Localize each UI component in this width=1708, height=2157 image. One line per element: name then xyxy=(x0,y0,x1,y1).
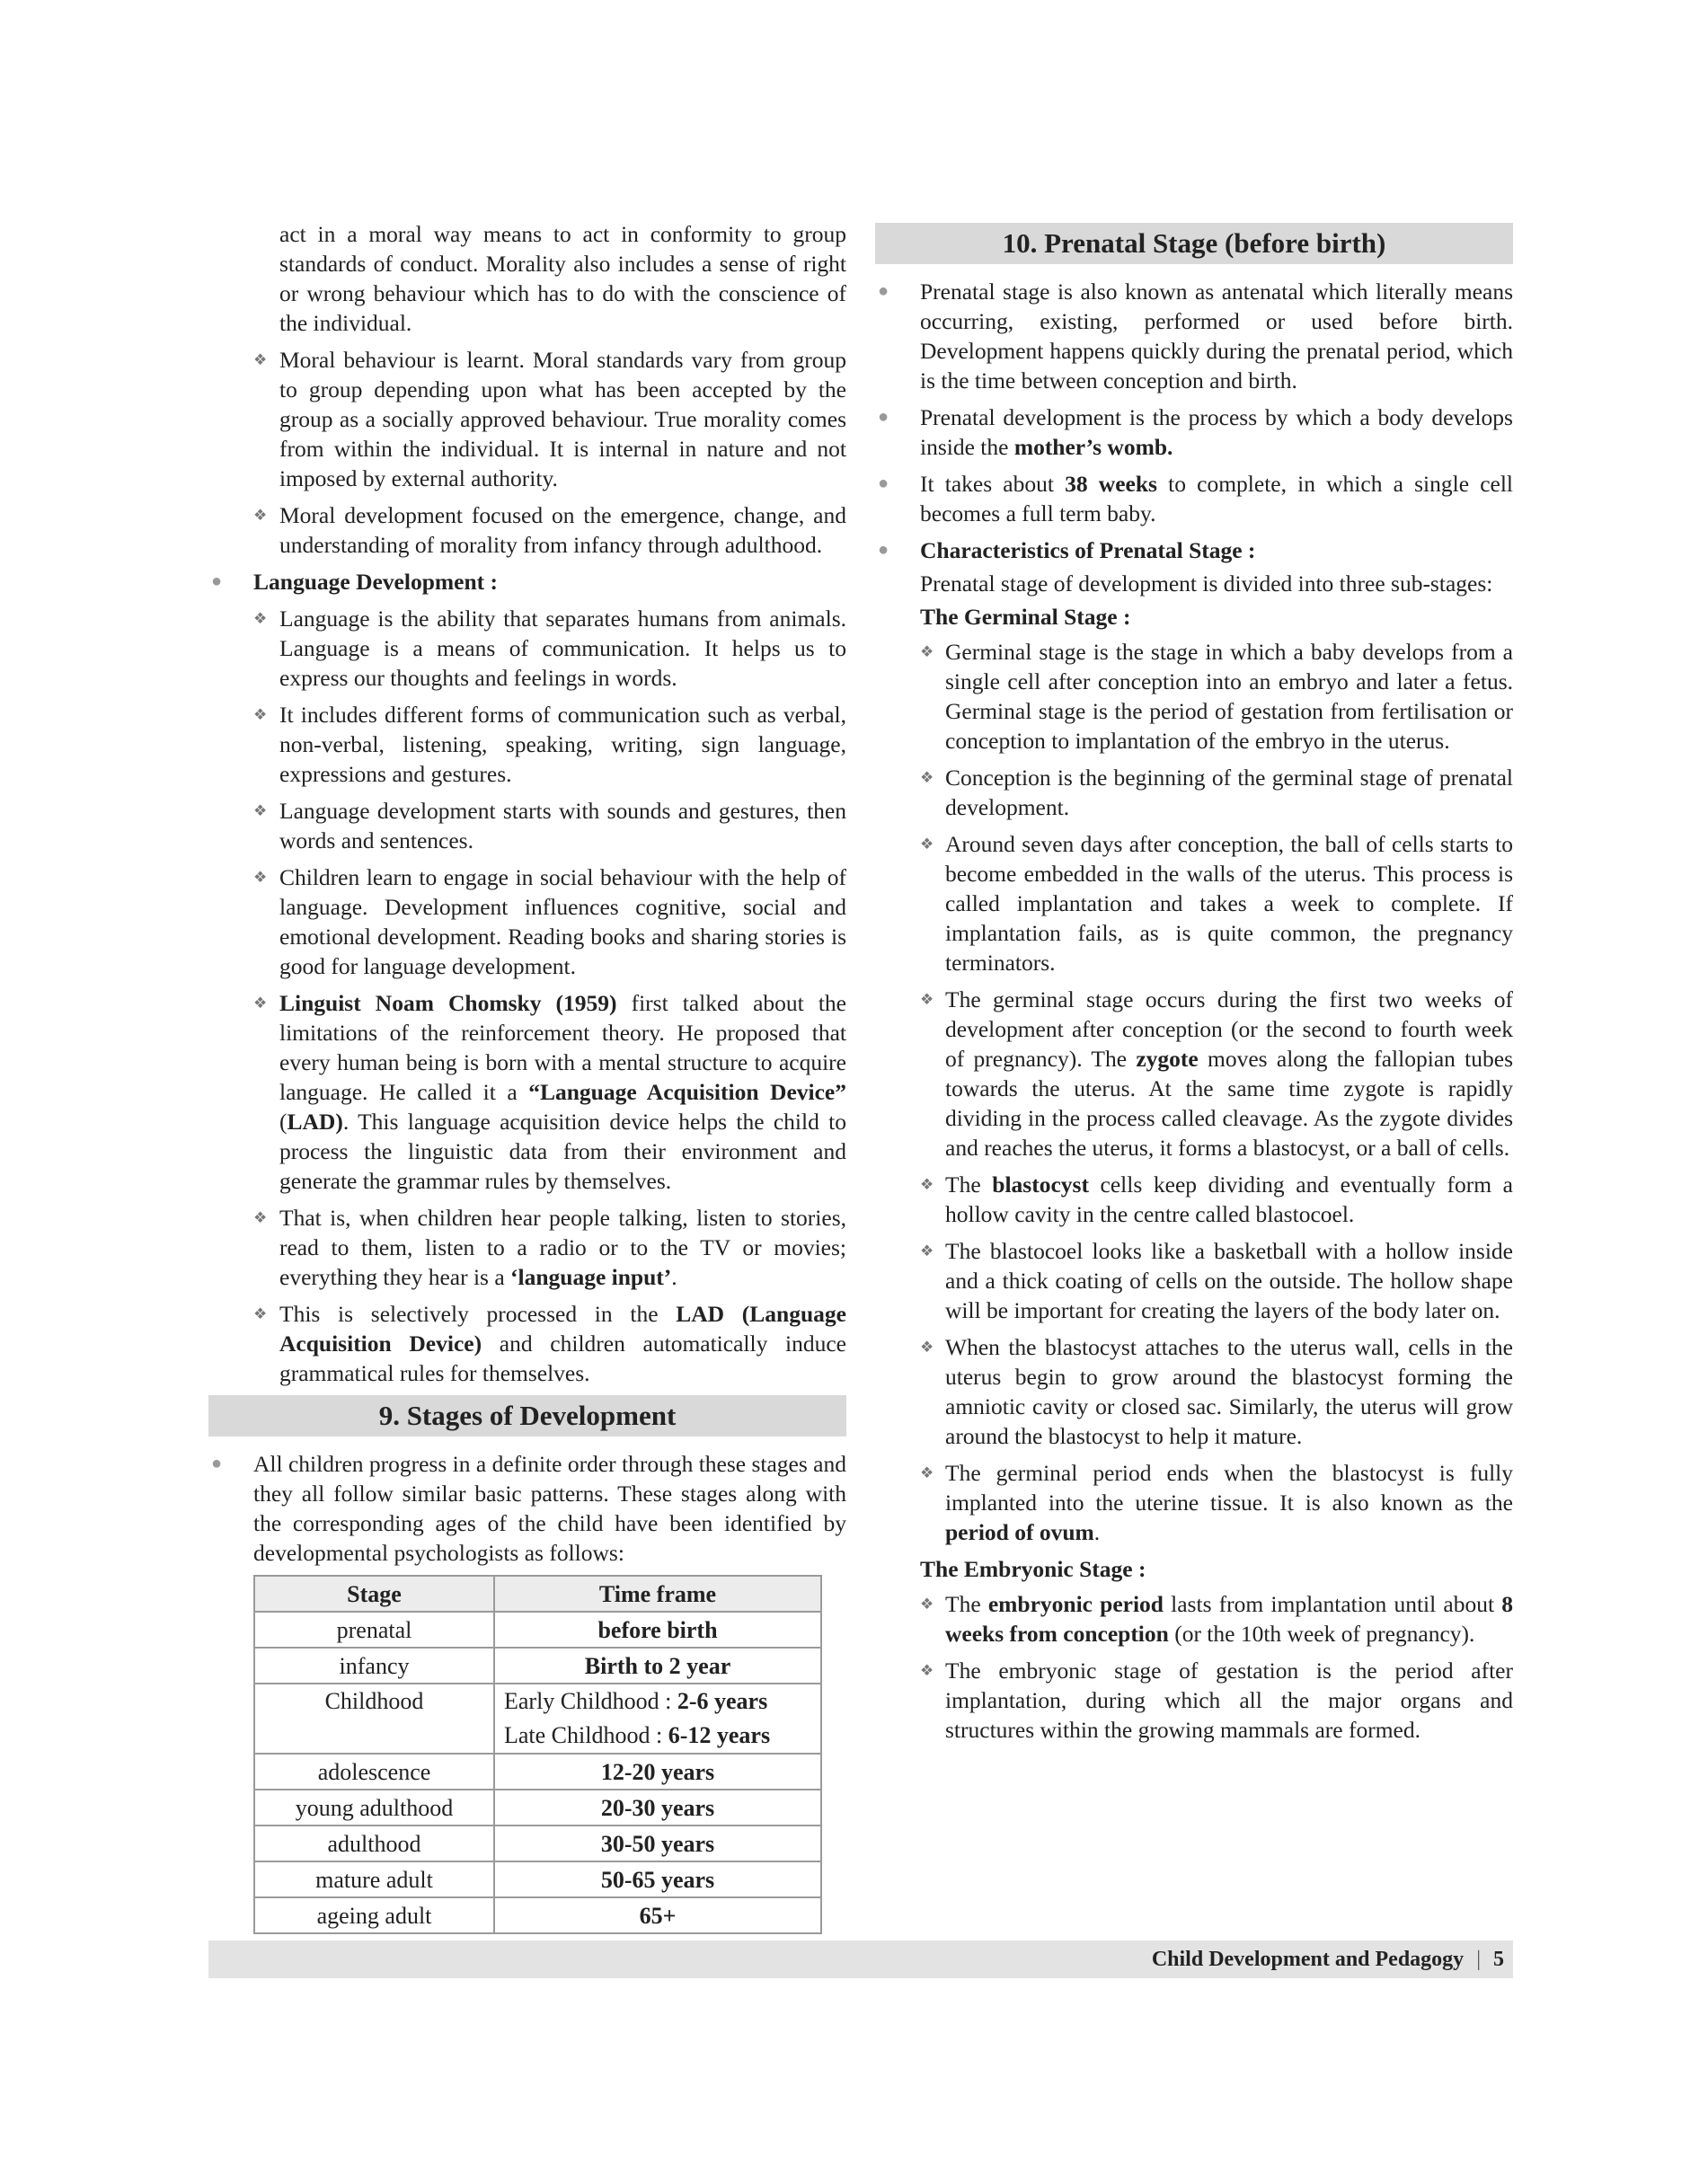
chomsky-point xyxy=(208,988,846,1196)
embryonic-text: The xyxy=(945,1591,988,1617)
germinal-text: Germinal stage is the stage in which a baby develops from a single cell after conception into an embryo and later a fetus. Germinal stage is the period of gestation from fertilisation or conception to implantation of the embryo in the uterus. xyxy=(945,639,1513,754)
diamond-bullet-icon: ❖ xyxy=(253,706,268,723)
diamond-bullet-icon: ❖ xyxy=(253,1209,268,1226)
prenatal-text: to complete, in which a single cell becomes a full term baby. xyxy=(920,471,1513,526)
stages-section-heading: 9. Stages of Development xyxy=(208,1395,846,1437)
ovum-point xyxy=(875,1458,1513,1547)
footer-separator: | xyxy=(1476,1948,1481,1971)
characteristics-heading: Characteristics of Prenatal Stage : xyxy=(920,537,1256,563)
lad-text: and children automatically induce grammatical rules for themselves. xyxy=(279,1330,846,1386)
time-cell: 50-65 years xyxy=(494,1861,821,1897)
table-row xyxy=(254,1790,821,1825)
blastocyst-point xyxy=(875,1170,1513,1229)
embryonic-term: embryonic period xyxy=(987,1591,1164,1617)
language-point xyxy=(208,862,846,981)
diamond-bullet-icon: ❖ xyxy=(920,769,934,786)
embryonic-heading: The Embryonic Stage : xyxy=(920,1556,1146,1582)
characteristics-intro: Prenatal stage of development is divided into three sub-stages: xyxy=(920,570,1493,597)
weeks-term: 38 weeks xyxy=(1065,471,1157,497)
bullet-icon: ● xyxy=(211,571,223,591)
bullet-icon: ● xyxy=(878,281,889,301)
language-point xyxy=(208,700,846,789)
language-point-text: It includes different forms of communication such as verbal, non-verbal, listening, speaking, writing, sign language, expressions and gestures. xyxy=(279,702,846,787)
prenatal-section-heading: 10. Prenatal Stage (before birth) xyxy=(875,223,1513,264)
moral-point-text: Moral development focused on the emergence, change, and understanding of morality from infancy through adulthood. xyxy=(279,502,846,558)
germinal-text: When the blastocyst attaches to the uterus wall, cells in the uterus begin to grow around the blastocyst forming the amniotic cavity or closed sac. Similarly, the uterus will grow around the blastocyst to help it mature. xyxy=(945,1334,1513,1449)
germinal-point xyxy=(875,829,1513,977)
input-text: . xyxy=(671,1264,677,1290)
germinal-point xyxy=(875,763,1513,822)
embryonic-duration: 8 weeks from conception xyxy=(945,1591,1513,1647)
bullet-icon: ● xyxy=(878,473,889,493)
moral-point xyxy=(208,500,846,560)
late-value: 6-12 years xyxy=(668,1722,771,1748)
page-number: 5 xyxy=(1493,1948,1504,1971)
table-row xyxy=(254,1861,821,1897)
blastocyst-text: The xyxy=(945,1171,993,1198)
stage-cell: ageing adult xyxy=(254,1897,494,1933)
chomsky-text: . This language acquisition device helps the child to process the linguistic data from their environment and generate the grammar rules by themselves. xyxy=(279,1109,846,1194)
language-point-text: Children learn to engage in social behaviour with the help of language. Development influences cognitive, social and emotional development. Reading books and sharing stories is good for language development. xyxy=(279,864,846,979)
table-header: Stage xyxy=(254,1576,494,1612)
prenatal-point xyxy=(875,469,1513,528)
time-cell: 65+ xyxy=(494,1897,821,1933)
lad-abbr: LAD) xyxy=(287,1109,343,1135)
diamond-bullet-icon: ❖ xyxy=(920,835,934,853)
germinal-point xyxy=(875,637,1513,756)
stages-table xyxy=(253,1575,822,1934)
characteristics-heading-item xyxy=(875,535,1513,565)
embryonic-text: lasts from implantation until about xyxy=(1163,1591,1502,1617)
table-row xyxy=(254,1684,821,1754)
chomsky-name: Linguist Noam Chomsky (1959) xyxy=(279,990,617,1016)
germinal-text: The blastocoel looks like a basketball with a hollow inside and a thick coating of cells on the outside. The hollow shape will be important for creating the layers of the body later on. xyxy=(945,1238,1513,1323)
time-cell: 20-30 years xyxy=(494,1790,821,1825)
embryonic-point xyxy=(875,1656,1513,1745)
moral-intro-continuation: act in a moral way means to act in conformity to group standards of conduct. Morality also includes a sense of right or wrong behaviour which has to do with the conscience of the individual. xyxy=(279,221,846,336)
table-row xyxy=(254,1897,821,1933)
input-text: That is, when children hear people talking, listen to stories, read to them, listen to a radio or to the TV or movies; everything they hear is a xyxy=(279,1205,846,1290)
early-value: 2-6 years xyxy=(677,1688,768,1714)
prenatal-text: Prenatal development is the process by which a body develops inside the xyxy=(920,404,1513,460)
germinal-text: Conception is the beginning of the germinal stage of prenatal development. xyxy=(945,765,1513,820)
language-point-text: Language development starts with sounds and gestures, then words and sentences. xyxy=(279,798,846,853)
late-childhood xyxy=(504,1719,815,1753)
diamond-bullet-icon: ❖ xyxy=(253,507,268,524)
germinal-heading: The Germinal Stage : xyxy=(920,604,1131,630)
early-childhood xyxy=(504,1684,815,1719)
lad-text: This is selectively processed in the xyxy=(279,1301,677,1327)
embryonic-text: The embryonic stage of gestation is the period after implantation, during which all the major organs and structures within the growing mammals are formed. xyxy=(945,1658,1513,1743)
lad-term: “Language Acquisition Device” xyxy=(528,1079,847,1105)
diamond-bullet-icon: ❖ xyxy=(920,1339,934,1356)
prenatal-text: It takes about xyxy=(920,471,1066,497)
stage-cell: young adulthood xyxy=(254,1790,494,1825)
stages-intro-item xyxy=(208,1449,846,1568)
diamond-bullet-icon: ❖ xyxy=(253,351,268,368)
language-input-point xyxy=(208,1203,846,1292)
germinal-point xyxy=(875,1236,1513,1325)
diamond-bullet-icon: ❖ xyxy=(920,1242,934,1260)
chomsky-text: ( xyxy=(279,1109,288,1135)
lad-full-term: LAD (Language Acquisition Device) xyxy=(279,1301,846,1357)
prenatal-point xyxy=(875,277,1513,395)
diamond-bullet-icon: ❖ xyxy=(920,1464,934,1481)
stage-cell: Childhood xyxy=(254,1684,494,1754)
language-point xyxy=(208,796,846,855)
moral-point-text: Moral behaviour is learnt. Moral standards vary from group to group depending upon what has been accepted by the group as a socially approved behaviour. True morality comes from within the individual. It is internal in nature and not imposed by external authority. xyxy=(279,347,846,491)
zygote-point xyxy=(875,985,1513,1162)
table-row xyxy=(254,1825,821,1861)
bullet-icon: ● xyxy=(878,407,889,427)
table-row xyxy=(254,1612,821,1648)
diamond-bullet-icon: ❖ xyxy=(253,1305,268,1322)
ovum-text: The germinal period ends when the blastocyst is fully implanted into the uterine tissue. It is also known as the xyxy=(945,1460,1513,1516)
diamond-bullet-icon: ❖ xyxy=(920,1662,934,1679)
late-label: Late Childhood : xyxy=(504,1722,668,1748)
stages-intro: All children progress in a definite order through these stages and they all follow similar basic patterns. These stages along with the corresponding ages of the child have been identified by developmental psychologists as follows: xyxy=(253,1451,846,1566)
language-point-text: Language is the ability that separates humans from animals. Language is a means of communication. It helps us to express our thoughts and feelings in words. xyxy=(279,606,846,691)
germinal-point xyxy=(875,1332,1513,1451)
ovum-text: . xyxy=(1093,1519,1101,1545)
language-point xyxy=(208,604,846,693)
chomsky-text: first talked about the limitations of the reinforcement theory. He proposed that every human being is born with a mental structure to acquire language. He called it a xyxy=(279,990,846,1105)
table-row xyxy=(254,1754,821,1790)
diamond-bullet-icon: ❖ xyxy=(253,610,268,627)
stage-cell: prenatal xyxy=(254,1612,494,1648)
zygote-text: The germinal stage occurs during the first two weeks of development after conception (or the second to fourth week of pregnancy). The xyxy=(945,986,1513,1072)
prenatal-point xyxy=(875,402,1513,462)
stage-cell: adulthood xyxy=(254,1825,494,1861)
diamond-bullet-icon: ❖ xyxy=(920,1176,934,1193)
lad-point xyxy=(208,1299,846,1388)
table-row xyxy=(254,1648,821,1684)
time-cell: Birth to 2 year xyxy=(494,1648,821,1684)
bullet-icon: ● xyxy=(211,1454,223,1473)
diamond-bullet-icon: ❖ xyxy=(253,869,268,886)
language-heading: Language Development : xyxy=(253,569,498,595)
stage-cell: adolescence xyxy=(254,1754,494,1790)
embryonic-point xyxy=(875,1589,1513,1649)
germinal-text: Around seven days after conception, the ball of cells starts to become embedded in the walls of the uterus. This process is called implantation and takes a week to complete. If implantation fails, as is quite common, the pregnancy terminators. xyxy=(945,831,1513,976)
diamond-bullet-icon: ❖ xyxy=(920,991,934,1008)
time-cell xyxy=(494,1684,821,1754)
language-heading-item xyxy=(208,567,846,597)
prenatal-text: Prenatal stage is also known as antenatal which literally means occurring, existing, performed or used before birth. Development happens quickly during the prenatal period, which is the time between conception and birth. xyxy=(920,278,1513,393)
right-column xyxy=(875,219,1513,1752)
diamond-bullet-icon: ❖ xyxy=(253,995,268,1012)
ovum-term: period of ovum xyxy=(945,1519,1094,1545)
embryonic-text: (or the 10th week of pregnancy). xyxy=(1168,1621,1475,1647)
table-header: Time frame xyxy=(494,1576,821,1612)
input-term: ‘language input’ xyxy=(510,1264,672,1290)
stage-cell: infancy xyxy=(254,1648,494,1684)
zygote-text: moves along the fallopian tubes towards the uterus. At the same time zygote is rapidly dividing in the process called cleavage. As the zygote divides and reaches the uterus, it forms a blastocyst, or a ball of cells. xyxy=(945,1046,1513,1161)
diamond-bullet-icon: ❖ xyxy=(920,643,934,660)
time-cell: 30-50 years xyxy=(494,1825,821,1861)
moral-point xyxy=(208,345,846,493)
blastocyst-term: blastocyst xyxy=(992,1171,1089,1198)
blastocyst-text: cells keep dividing and eventually form a hollow cavity in the centre called blastocoel. xyxy=(945,1171,1513,1227)
early-label: Early Childhood : xyxy=(504,1688,677,1714)
zygote-term: zygote xyxy=(1136,1046,1199,1072)
diamond-bullet-icon: ❖ xyxy=(253,802,268,819)
left-column xyxy=(208,219,846,1934)
time-cell: 12-20 years xyxy=(494,1754,821,1790)
page-footer xyxy=(208,1940,1513,1978)
womb-term: mother’s womb. xyxy=(1013,434,1173,460)
book-title: Child Development and Pedagogy xyxy=(1151,1948,1465,1971)
stage-cell: mature adult xyxy=(254,1861,494,1897)
diamond-bullet-icon: ❖ xyxy=(920,1596,934,1613)
time-cell: before birth xyxy=(494,1612,821,1648)
table-header-row xyxy=(254,1576,821,1612)
bullet-icon: ● xyxy=(878,540,889,560)
